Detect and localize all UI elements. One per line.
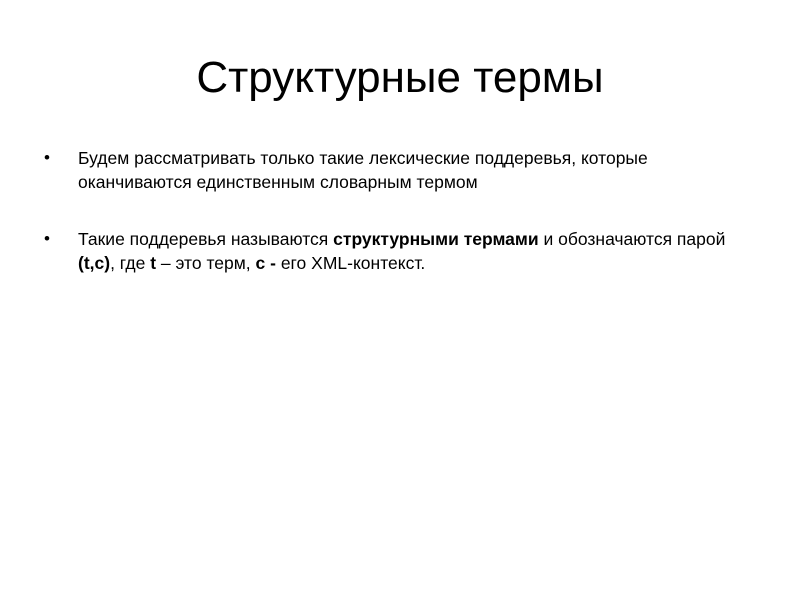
bullet-text-part: – это терм, (156, 253, 256, 273)
bullet-item-2 (44, 227, 744, 275)
bold-t: t (150, 253, 157, 273)
bullet-text-part: , где (110, 253, 151, 273)
bullet-text: Будем рассматривать только такие лексические поддеревья, которые оканчиваются единственным словарным термом (78, 148, 648, 192)
bold-term: структурными термами (333, 229, 539, 249)
bold-c: c - (255, 253, 276, 273)
bullet-text-part: Такие поддеревья называются (78, 229, 334, 249)
bullet-icon: • (44, 148, 50, 167)
bullet-text-part: его XML-контекст. (275, 253, 426, 273)
bold-pair: (t,c) (78, 253, 111, 273)
bullet-text-part: и обозначаются парой (538, 229, 726, 249)
bullet-list (44, 146, 744, 308)
bullet-text (78, 229, 725, 273)
bullet-icon: • (44, 229, 50, 248)
bullet-item-1 (44, 146, 744, 194)
slide-title: Структурные термы (196, 53, 604, 102)
